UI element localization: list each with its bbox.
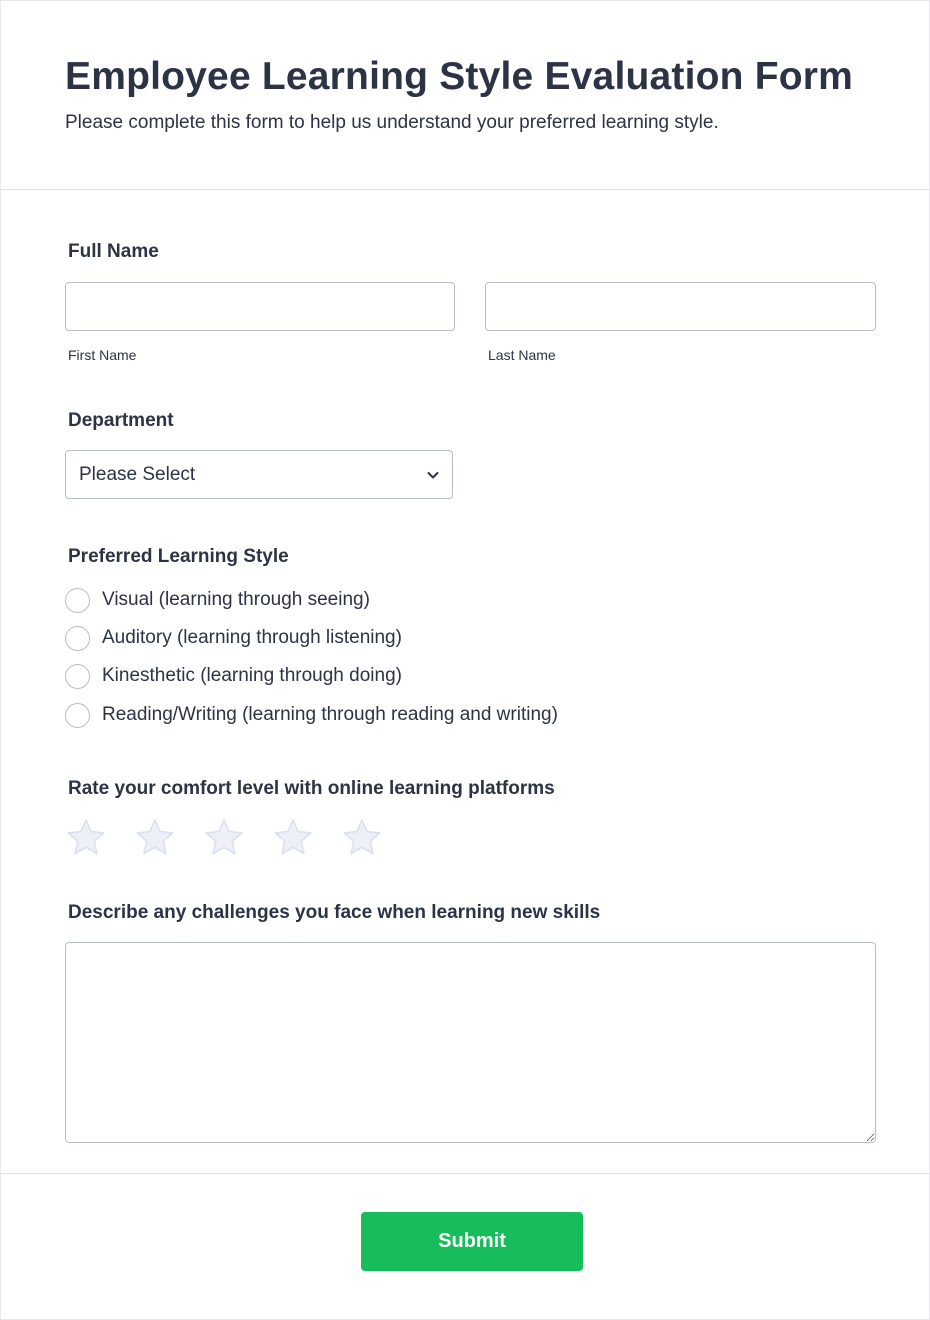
star-icon[interactable]	[341, 817, 383, 859]
department-label: Department	[68, 410, 174, 431]
star-icon[interactable]	[65, 817, 107, 859]
radio-option-reading-writing[interactable]	[65, 702, 558, 728]
challenges-label: Describe any challenges you face when learning new skills	[68, 902, 601, 923]
first-name-sublabel: First Name	[68, 347, 137, 363]
form-title: Employee Learning Style Evaluation Form	[65, 55, 853, 98]
form-header	[65, 53, 853, 135]
first-name-input[interactable]	[65, 282, 455, 331]
radio-option-visual[interactable]	[65, 587, 370, 613]
star-icon[interactable]	[203, 817, 245, 859]
header-divider	[1, 189, 930, 190]
department-selected-value: Please Select	[79, 464, 196, 485]
star-icon[interactable]	[272, 817, 314, 859]
learning-style-label: Preferred Learning Style	[68, 546, 289, 567]
radio-button[interactable]	[65, 703, 90, 728]
chevron-down-icon	[426, 468, 440, 482]
radio-option-kinesthetic[interactable]	[65, 663, 402, 689]
radio-button[interactable]	[65, 588, 90, 613]
full-name-label: Full Name	[68, 241, 159, 262]
submit-button[interactable]: Submit	[361, 1212, 583, 1271]
radio-option-auditory[interactable]	[65, 625, 402, 651]
radio-option-label: Reading/Writing (learning through reading and writing)	[102, 704, 558, 725]
radio-option-label: Kinesthetic (learning through doing)	[102, 665, 402, 686]
challenges-textarea[interactable]	[65, 942, 876, 1143]
radio-button[interactable]	[65, 626, 90, 651]
last-name-sublabel: Last Name	[488, 347, 556, 363]
radio-option-label: Auditory (learning through listening)	[102, 627, 402, 648]
department-select[interactable]	[65, 450, 453, 499]
star-icon[interactable]	[134, 817, 176, 859]
form-subtitle: Please complete this form to help us understand your preferred learning style.	[65, 112, 719, 133]
radio-option-label: Visual (learning through seeing)	[102, 589, 370, 610]
comfort-rating-label: Rate your comfort level with online learning platforms	[68, 778, 555, 799]
last-name-input[interactable]	[485, 282, 876, 331]
footer-divider	[1, 1173, 930, 1174]
radio-button[interactable]	[65, 664, 90, 689]
